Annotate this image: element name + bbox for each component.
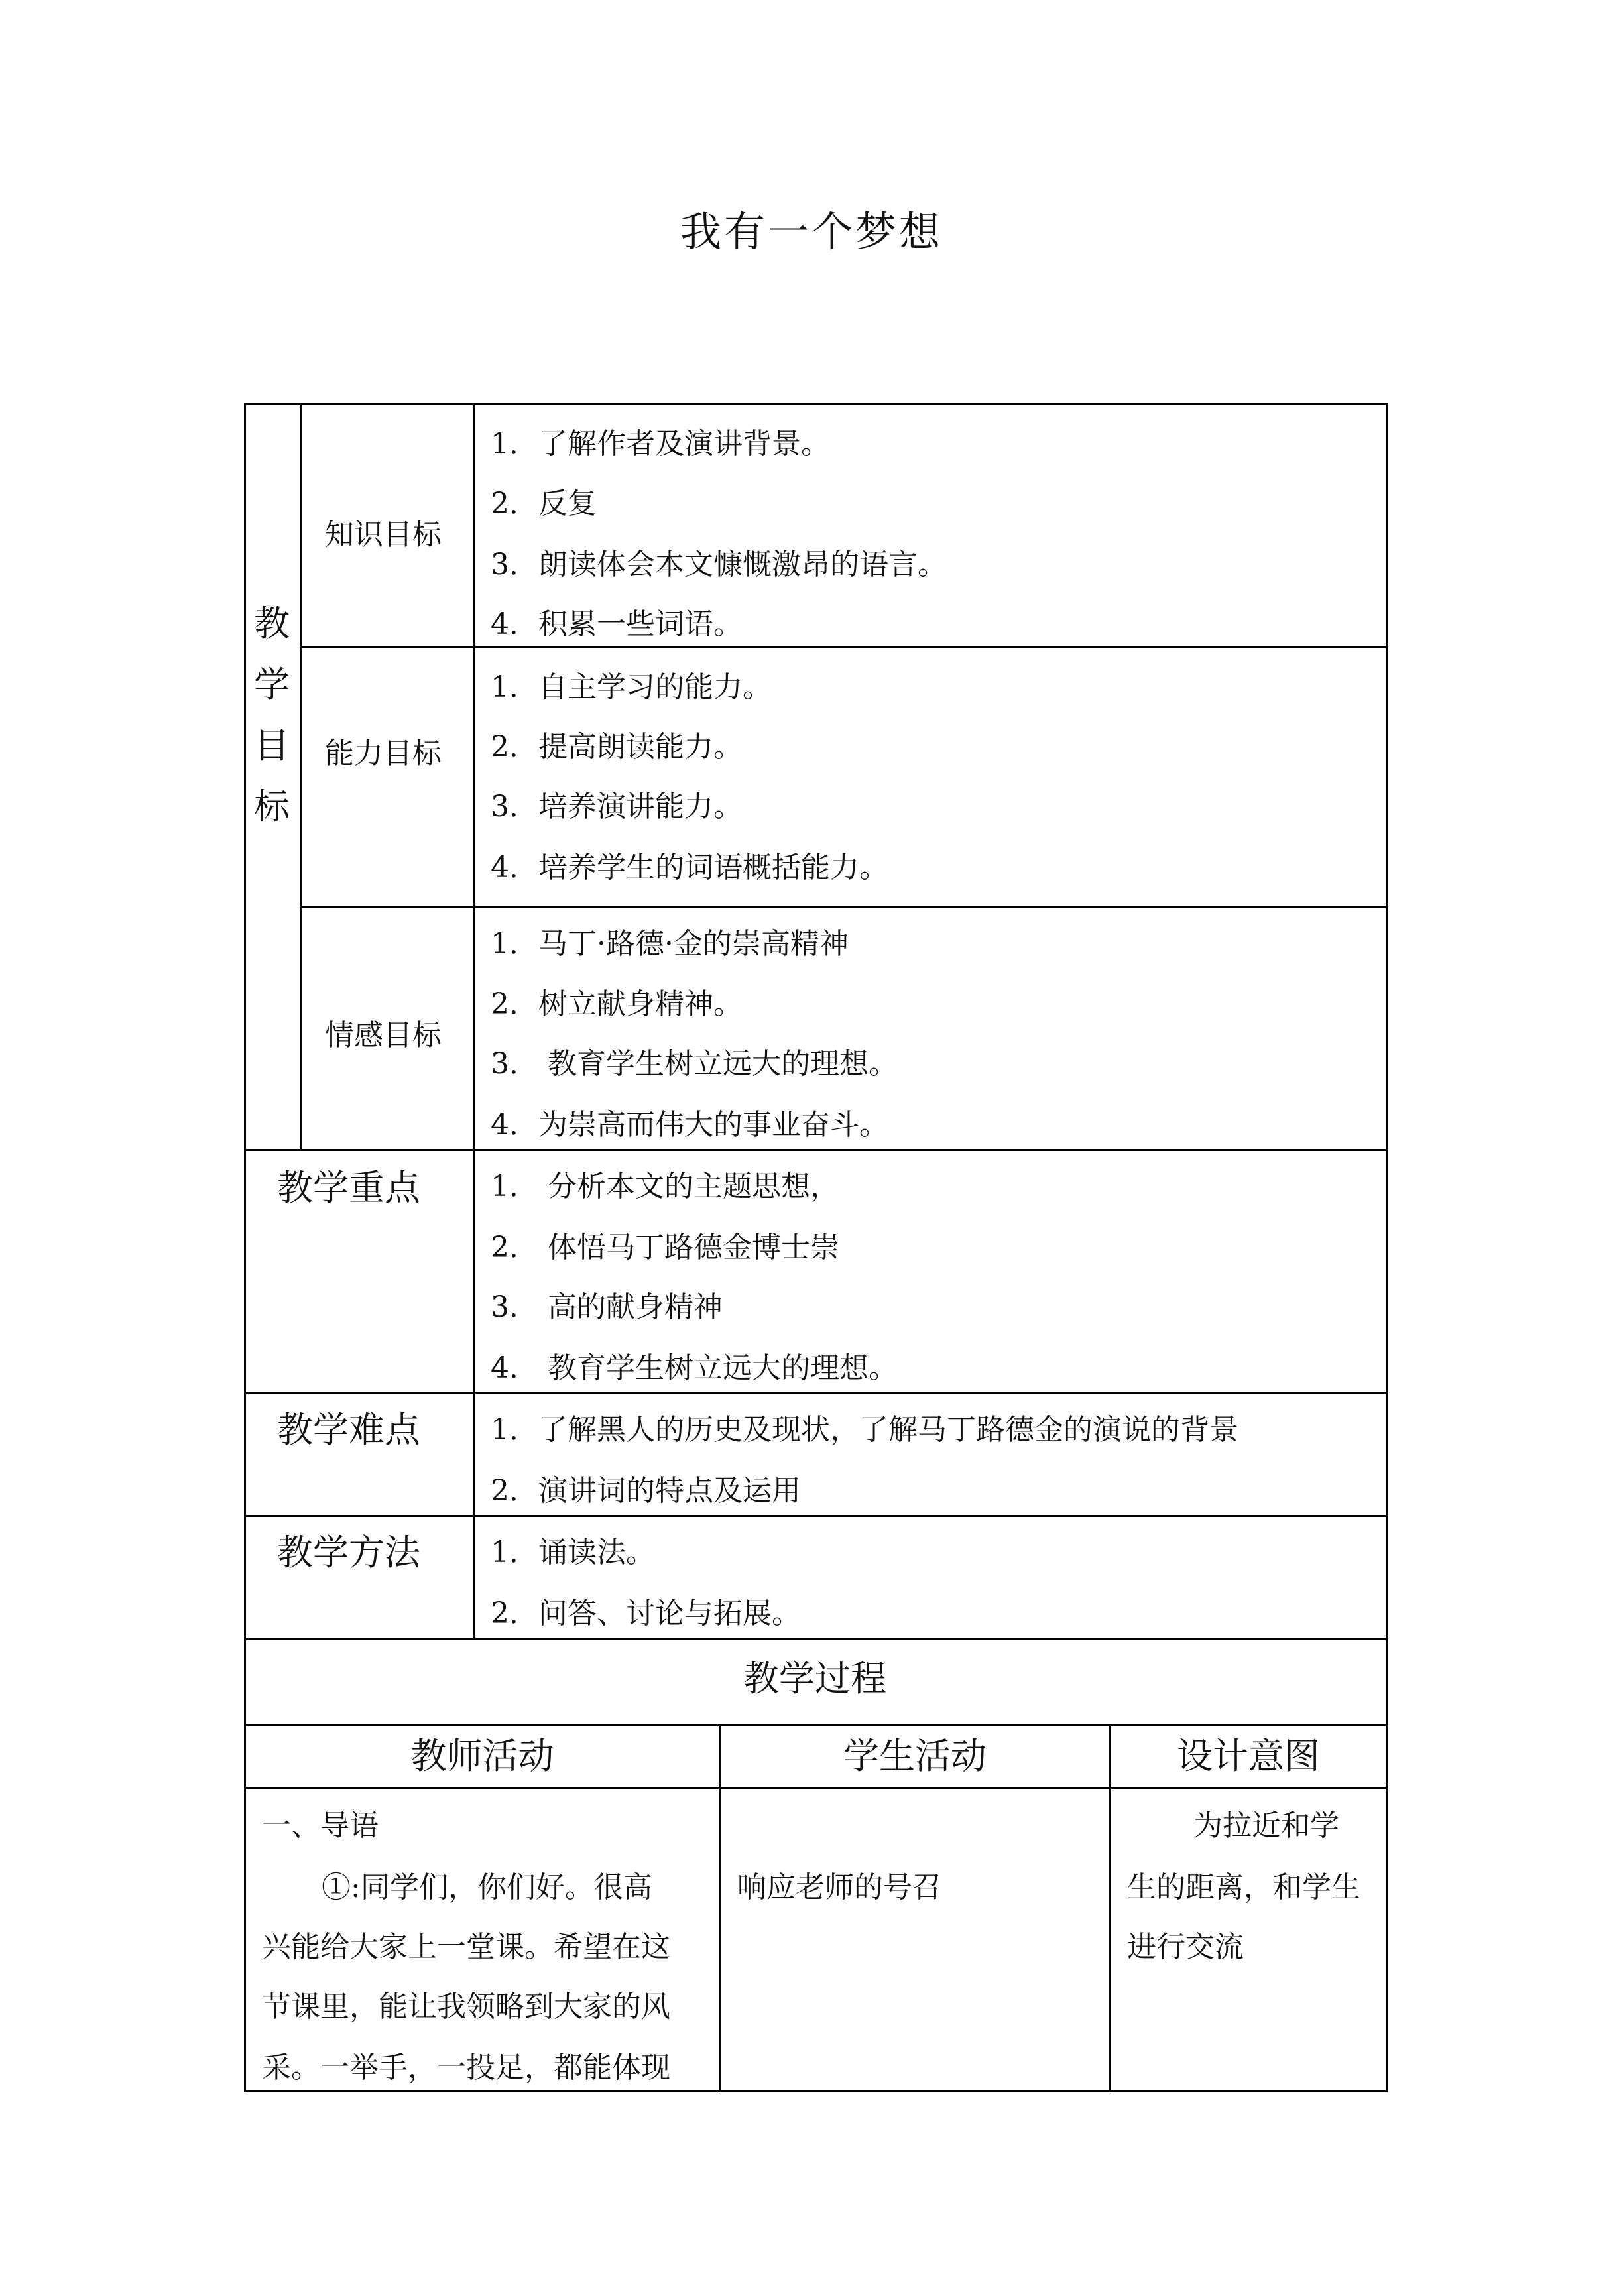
teacher-line: 兴能给大家上一堂课。希望在这: [262, 1930, 670, 1964]
teacher-line: 节课里，能让我领略到大家的风: [262, 1990, 670, 2024]
list-item: 2．演讲词的特点及运用: [491, 1474, 801, 1508]
student-activity-text: 响应老师的号召: [737, 1870, 941, 1904]
knowledge-goal-label: 知识目标: [325, 518, 442, 552]
teacher-activity-header: 教师活动: [410, 1735, 554, 1777]
key-points-label: 教学重点: [277, 1167, 420, 1209]
ability-goal-label: 能力目标: [325, 737, 442, 770]
teacher-line: 采。一举手，一投足，都能体现: [262, 2051, 670, 2085]
process-title: 教学过程: [743, 1658, 886, 1699]
list-item: 1． 分析本文的主题思想，: [491, 1170, 839, 1203]
list-item: 1．马丁·路德·金的崇高精神: [491, 927, 849, 961]
objectives-section-label: 教 学 目 标: [254, 603, 290, 827]
list-item: 2． 体悟马丁路德金博士崇: [491, 1231, 839, 1264]
list-item: 2．反复: [491, 487, 597, 520]
list-item: 4．培养学生的词语概括能力。: [491, 851, 888, 884]
list-item: 3． 高的献身精神: [491, 1290, 723, 1324]
list-item: 1．了解黑人的历史及现状，了解马丁路德金的演说的背景: [491, 1413, 1238, 1447]
list-item: 2．提高朗读能力。: [491, 730, 743, 764]
design-intent-header: 设计意图: [1177, 1735, 1320, 1777]
methods-label: 教学方法: [277, 1532, 420, 1573]
emotion-goal-label: 情感目标: [325, 1018, 442, 1052]
list-item: 1．自主学习的能力。: [491, 670, 772, 704]
design-line: 为拉近和学: [1193, 1809, 1339, 1843]
list-item: 4．为崇高而伟大的事业奋斗。: [491, 1108, 888, 1142]
list-item: 1．诵读法。: [491, 1536, 655, 1569]
list-item: 3．培养演讲能力。: [491, 790, 743, 823]
teacher-heading: 一、导语: [262, 1809, 379, 1843]
teacher-line: ①:同学们，你们好。很高: [322, 1870, 652, 1904]
list-item: 3．朗读体会本文慷慨激昂的语言。: [491, 548, 947, 581]
difficulties-label: 教学难点: [277, 1409, 420, 1451]
design-line: 生的距离，和学生: [1127, 1870, 1360, 1904]
page-title: 我有一个梦想: [680, 208, 943, 256]
list-item: 2．问答、讨论与拓展。: [491, 1597, 801, 1630]
list-item: 4．积累一些词语。: [491, 607, 743, 641]
design-line: 进行交流: [1127, 1930, 1244, 1964]
list-item: 3． 教育学生树立远大的理想。: [491, 1047, 898, 1081]
list-item: 1．了解作者及演讲背景。: [491, 427, 830, 461]
list-item: 2．树立献身精神。: [491, 987, 743, 1021]
student-activity-header: 学生活动: [843, 1735, 987, 1777]
list-item: 4． 教育学生树立远大的理想。: [491, 1351, 898, 1385]
